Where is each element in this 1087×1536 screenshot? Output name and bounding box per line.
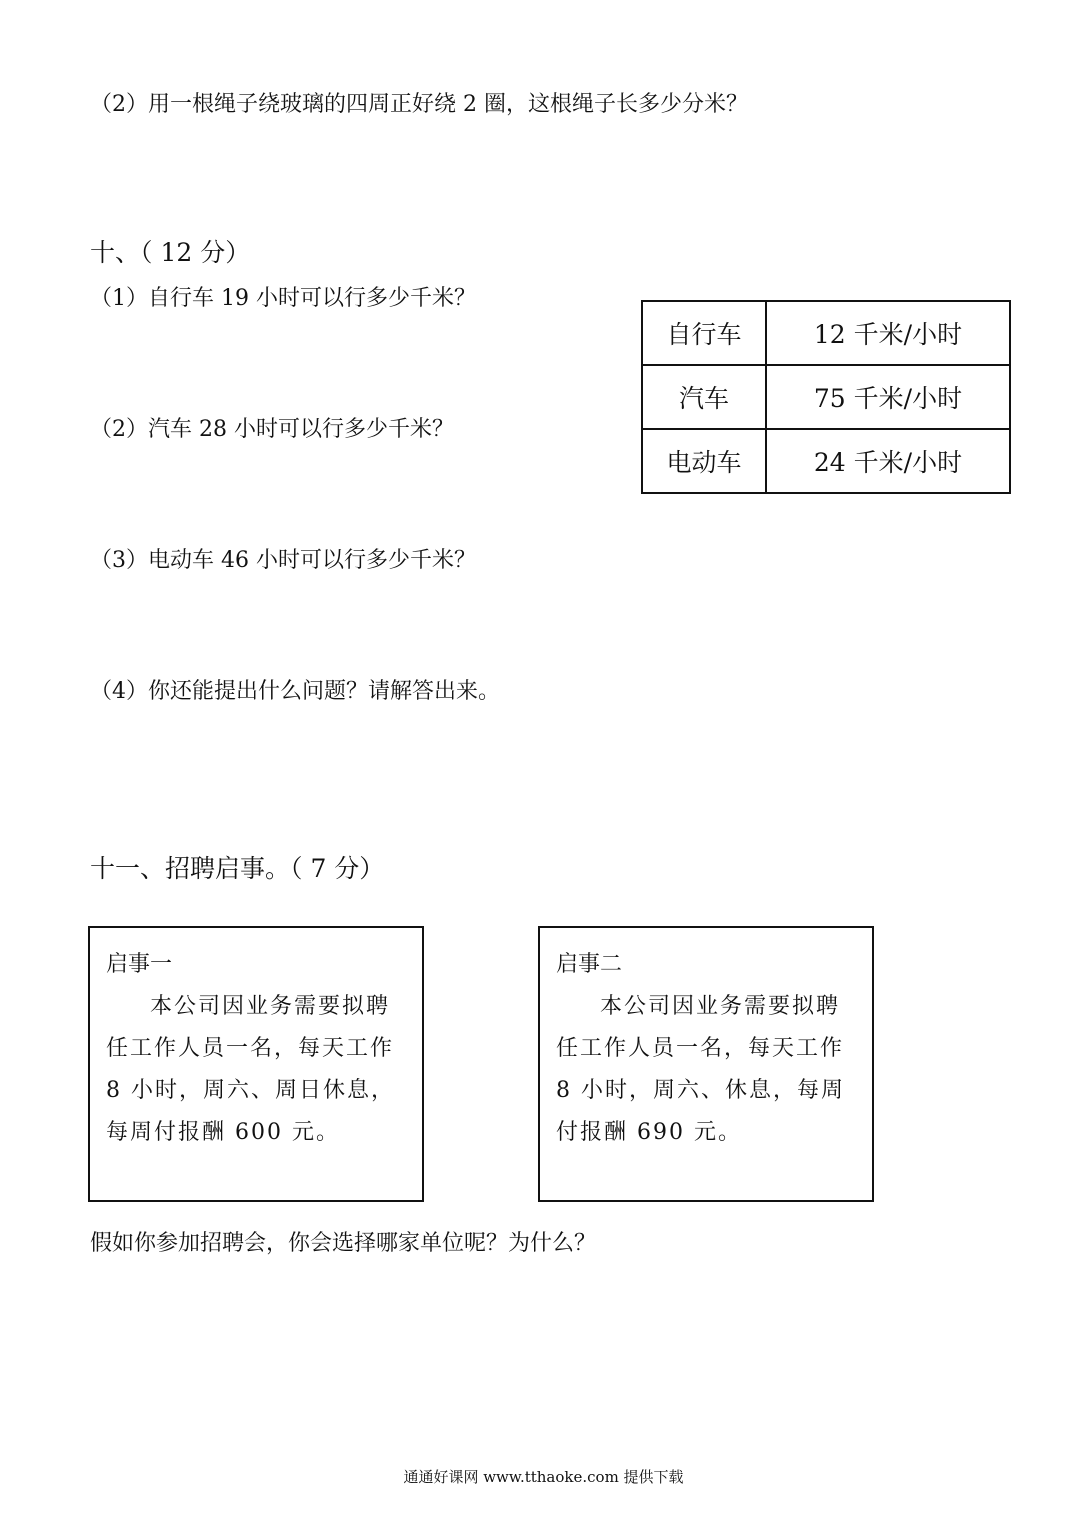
question-choose-employer: 假如你参加招聘会，你会选择哪家单位呢？为什么？ bbox=[90, 1231, 597, 1256]
notice-box-1 bbox=[88, 926, 424, 1202]
speed-cell: 75 千米/小时 bbox=[766, 365, 1010, 429]
question-ebike: （3）电动车 46 小时可以行多少千米？ bbox=[90, 548, 476, 573]
speed-cell: 12 千米/小时 bbox=[766, 301, 1010, 365]
speed-table bbox=[641, 300, 1011, 494]
section-11-heading: 十一、招聘启事。（ 7 分） bbox=[90, 854, 385, 883]
table-row bbox=[642, 365, 1010, 429]
table-row bbox=[642, 301, 1010, 365]
question-rope-length: （2）用一根绳子绕玻璃的四周正好绕 2 圈，这根绳子长多少分米？ bbox=[90, 92, 748, 117]
notice-title: 启事二 bbox=[556, 952, 623, 977]
vehicle-cell: 汽车 bbox=[642, 365, 766, 429]
question-extra: （4）你还能提出什么问题？请解答出来。 bbox=[90, 679, 500, 704]
vehicle-cell: 自行车 bbox=[642, 301, 766, 365]
footer-credit: 通通好课网 www.tthaoke.com 提供下载 bbox=[403, 1468, 684, 1486]
notice-body: 本公司因业务需要拟聘任工作人员一名，每天工作 8 小时，周六、休息，每周付报酬 690 元。 bbox=[556, 994, 845, 1145]
table-row bbox=[642, 429, 1010, 493]
notice-box-2 bbox=[538, 926, 874, 1202]
notice-body: 本公司因业务需要拟聘任工作人员一名，每天工作 8 小时，周六、周日休息，每周付报酬 600 元。 bbox=[106, 994, 395, 1145]
notice-title: 启事一 bbox=[106, 952, 173, 977]
speed-cell: 24 千米/小时 bbox=[766, 429, 1010, 493]
vehicle-cell: 电动车 bbox=[642, 429, 766, 493]
question-bicycle: （1）自行车 19 小时可以行多少千米？ bbox=[90, 286, 476, 311]
section-10-heading: 十、（ 12 分） bbox=[90, 238, 251, 267]
question-car: （2）汽车 28 小时可以行多少千米？ bbox=[90, 417, 454, 442]
